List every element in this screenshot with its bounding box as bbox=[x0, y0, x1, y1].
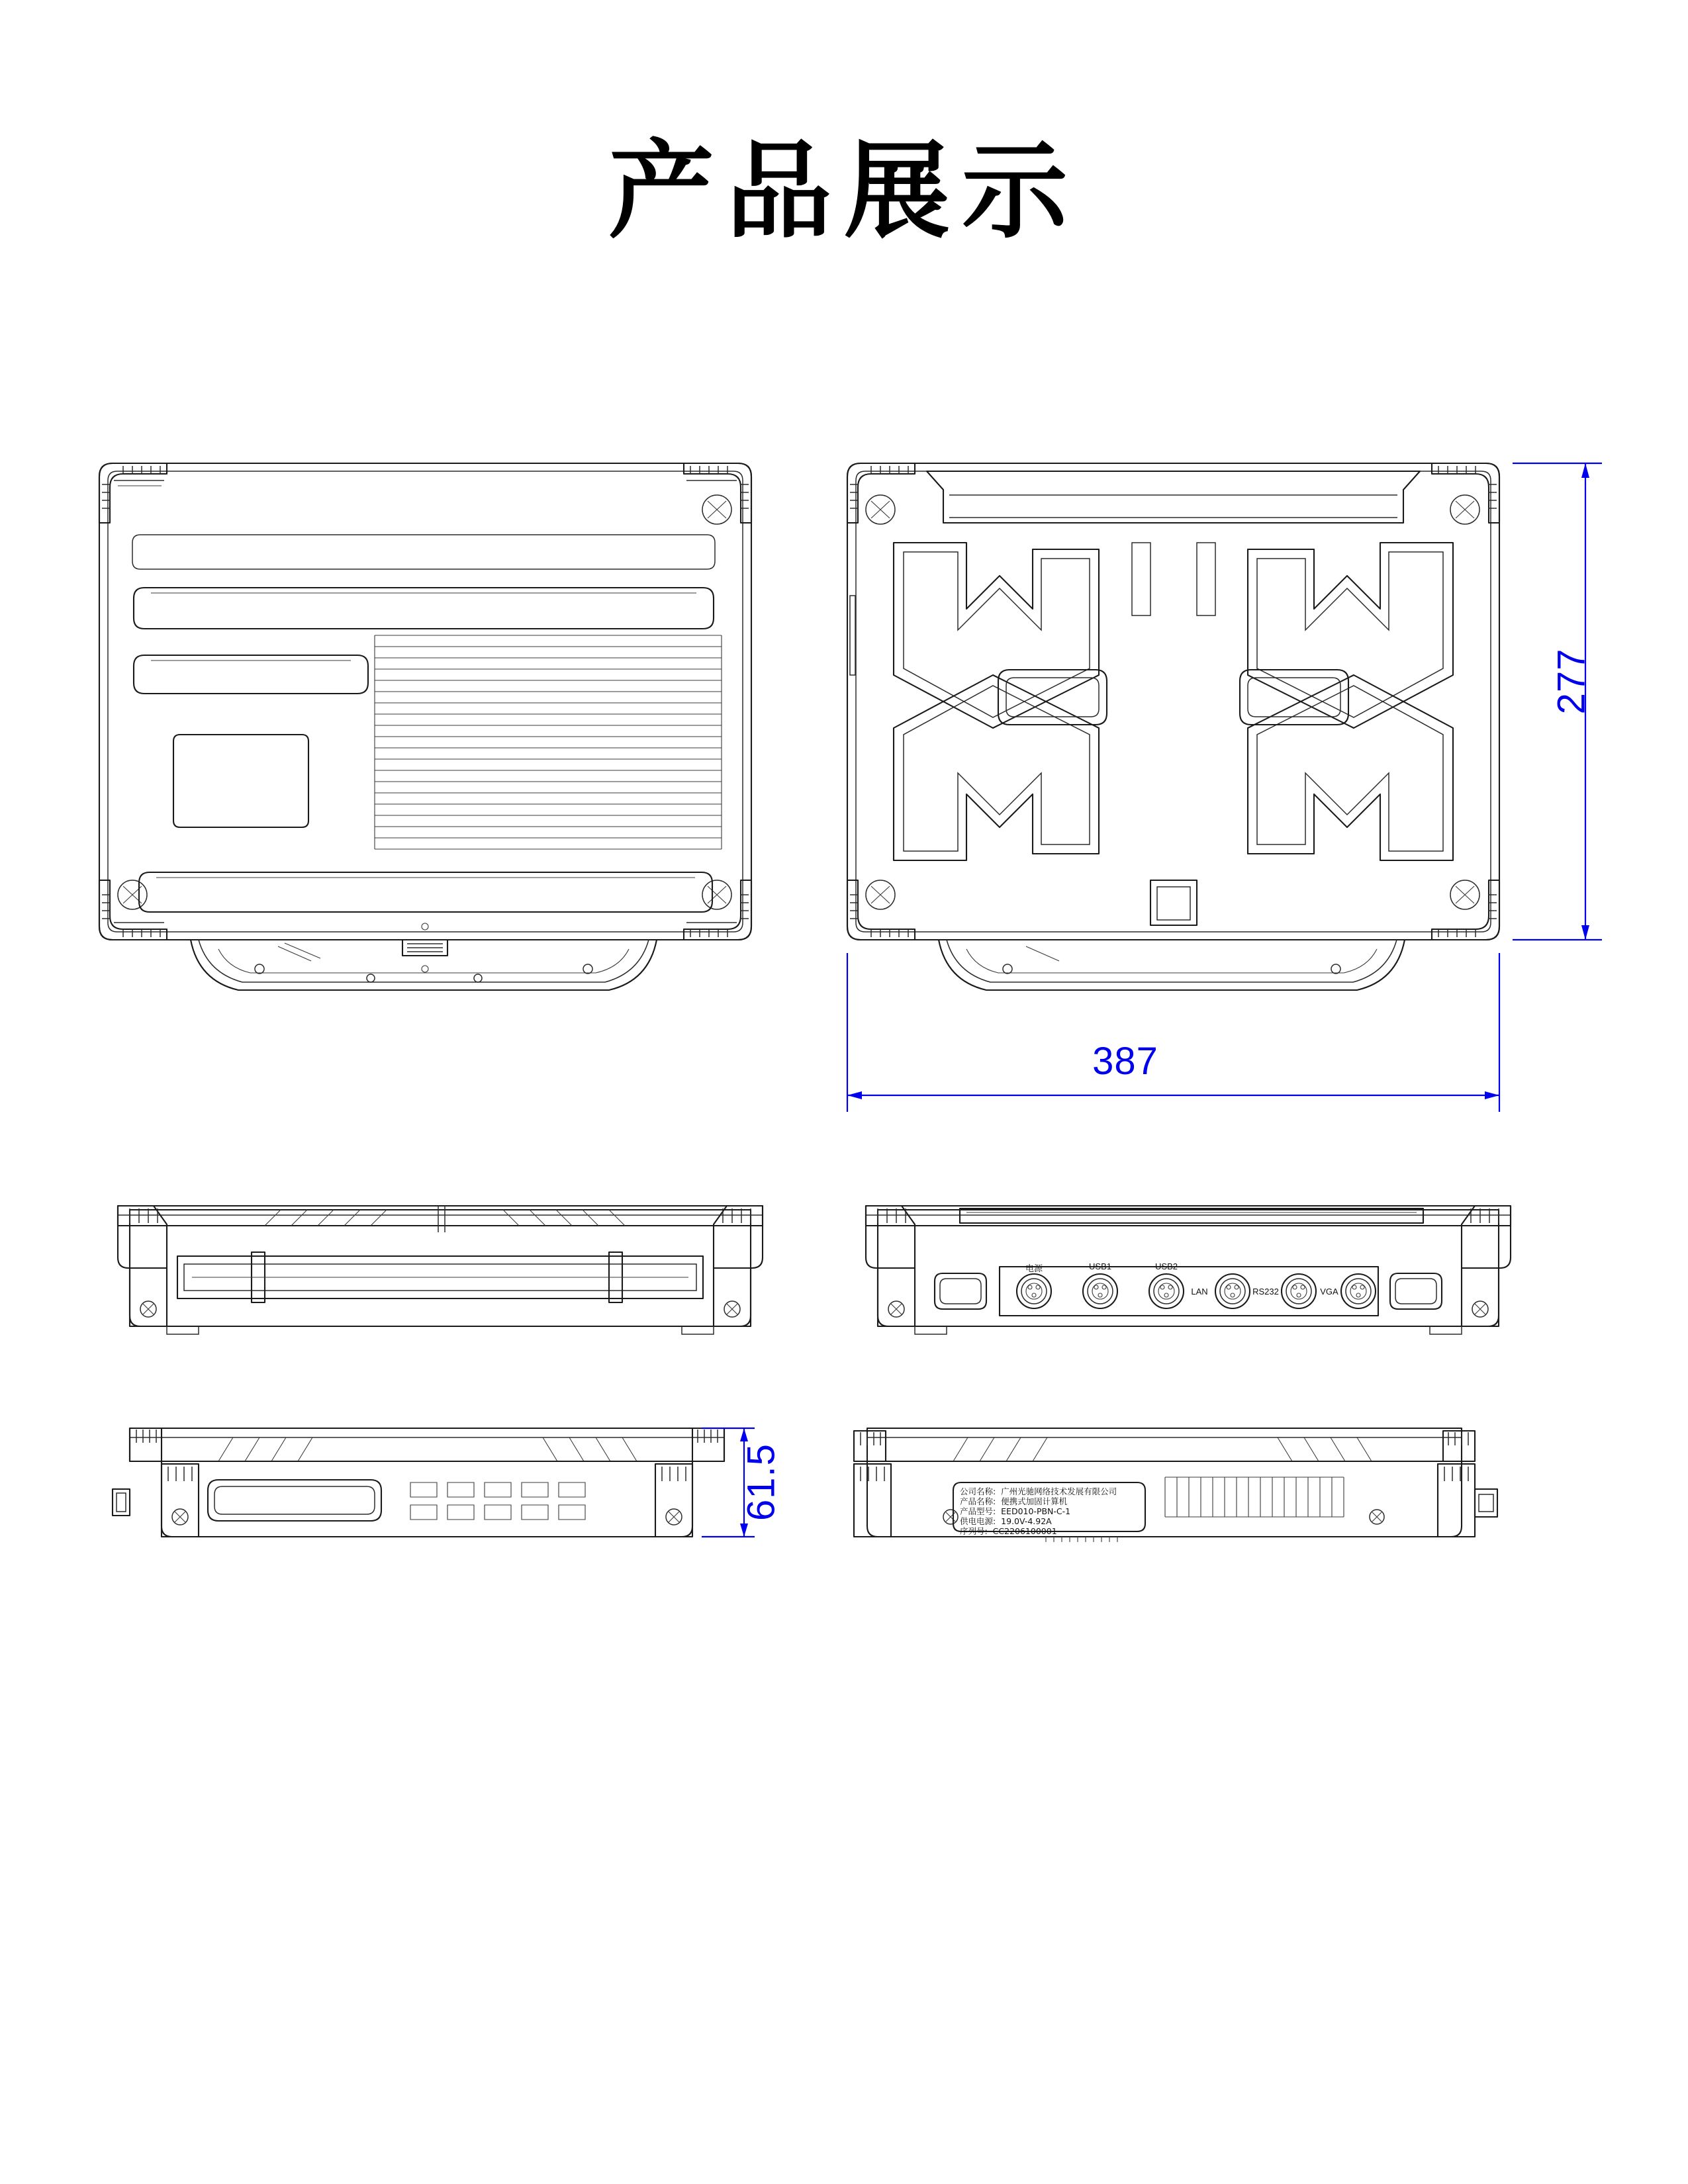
side-vent-slots bbox=[410, 1482, 585, 1520]
rear-corner-bumper-bottom-left bbox=[847, 880, 915, 940]
side-bumper-right bbox=[655, 1428, 724, 1537]
top-edge-inner-bar bbox=[177, 1252, 703, 1302]
port-label-power: 电源 bbox=[1025, 1263, 1043, 1273]
corner-bumper-top-right bbox=[684, 463, 751, 524]
rear-view bbox=[847, 463, 1602, 1112]
rear-port-panel-view bbox=[866, 1206, 1511, 1334]
connector-rs232 bbox=[1282, 1274, 1316, 1308]
side-window-recess bbox=[208, 1480, 381, 1521]
connector-power bbox=[1017, 1274, 1051, 1308]
side-bumper-left bbox=[130, 1428, 199, 1537]
connector-usb2 bbox=[1149, 1274, 1184, 1308]
rear-rib-top-right bbox=[1248, 543, 1453, 728]
connector-vga bbox=[1341, 1274, 1376, 1308]
port-label-vga: VGA bbox=[1320, 1287, 1338, 1297]
rear-rib-bottom-left bbox=[894, 675, 1099, 860]
port-panel-bumper-right bbox=[1462, 1206, 1511, 1326]
rear-stand-tab bbox=[1150, 880, 1197, 925]
dimension-label-277: 277 bbox=[1550, 648, 1593, 715]
port-label-usb1: USB1 bbox=[1089, 1261, 1111, 1271]
rear-corner-bumper-top-left bbox=[847, 463, 915, 524]
corner-bumper-bottom-right bbox=[684, 880, 751, 940]
nameplate-line-5: 序列号: CC2206100001 bbox=[960, 1526, 1057, 1536]
upper-recess-band bbox=[132, 535, 715, 629]
rear-corner-bumper-top-right bbox=[1432, 463, 1499, 524]
dimension-387 bbox=[847, 953, 1499, 1112]
rear-corner-bumper-bottom-right bbox=[1432, 880, 1499, 940]
nameplate-line-1: 公司名称: 广州光驰网络技术发展有限公司 bbox=[960, 1486, 1117, 1496]
top-edge-bumper-left bbox=[118, 1206, 167, 1326]
rear-center-pad-left bbox=[998, 670, 1107, 725]
rear-rib-bottom-right bbox=[1248, 675, 1453, 860]
middle-recess-band bbox=[134, 655, 368, 694]
right-side-view bbox=[854, 1428, 1497, 1542]
port-panel-bumper-left bbox=[866, 1206, 915, 1326]
rear-center-pad-right bbox=[1240, 670, 1348, 725]
dimension-label-387: 387 bbox=[1092, 1040, 1158, 1083]
right-side-bumper-right bbox=[1370, 1431, 1475, 1537]
right-side-fins bbox=[1165, 1477, 1344, 1517]
rear-rib-top-left bbox=[894, 543, 1099, 728]
rear-hinge-bar bbox=[927, 471, 1420, 523]
nameplate-line-2: 产品名称: 便携式加固计算机 bbox=[960, 1496, 1068, 1506]
connector-lan bbox=[1215, 1274, 1250, 1308]
port-label-usb2: USB2 bbox=[1155, 1261, 1178, 1271]
connector-usb1 bbox=[1083, 1274, 1117, 1308]
front-closed-view bbox=[99, 463, 751, 990]
barcode-strip bbox=[1046, 1537, 1117, 1542]
port-label-lan: LAN bbox=[1191, 1287, 1208, 1297]
corner-bumper-top-left bbox=[99, 463, 167, 523]
right-side-bumper-left bbox=[854, 1431, 958, 1537]
port-blank-left bbox=[935, 1273, 986, 1309]
port-label-rs232: RS232 bbox=[1252, 1287, 1279, 1297]
left-side-view bbox=[113, 1428, 755, 1537]
page-title: 产品展示 bbox=[608, 129, 1080, 253]
top-edge-view bbox=[118, 1206, 763, 1334]
nameplate-line-3: 产品型号: EED010-PBN-C-1 bbox=[960, 1506, 1071, 1516]
corner-bumper-bottom-left bbox=[99, 880, 167, 940]
base-handle-assembly bbox=[191, 923, 657, 990]
dimension-label-61-5: 61.5 bbox=[739, 1443, 783, 1521]
nameplate-line-4: 供电电源: 19.0V-4.92A bbox=[960, 1516, 1052, 1526]
rear-base-handle-assembly bbox=[939, 940, 1405, 990]
label-panel bbox=[173, 735, 308, 827]
lower-recess-band bbox=[139, 872, 712, 912]
top-edge-bumper-right bbox=[714, 1206, 763, 1326]
ventilation-fins bbox=[375, 635, 722, 849]
port-blank-right bbox=[1390, 1273, 1442, 1309]
